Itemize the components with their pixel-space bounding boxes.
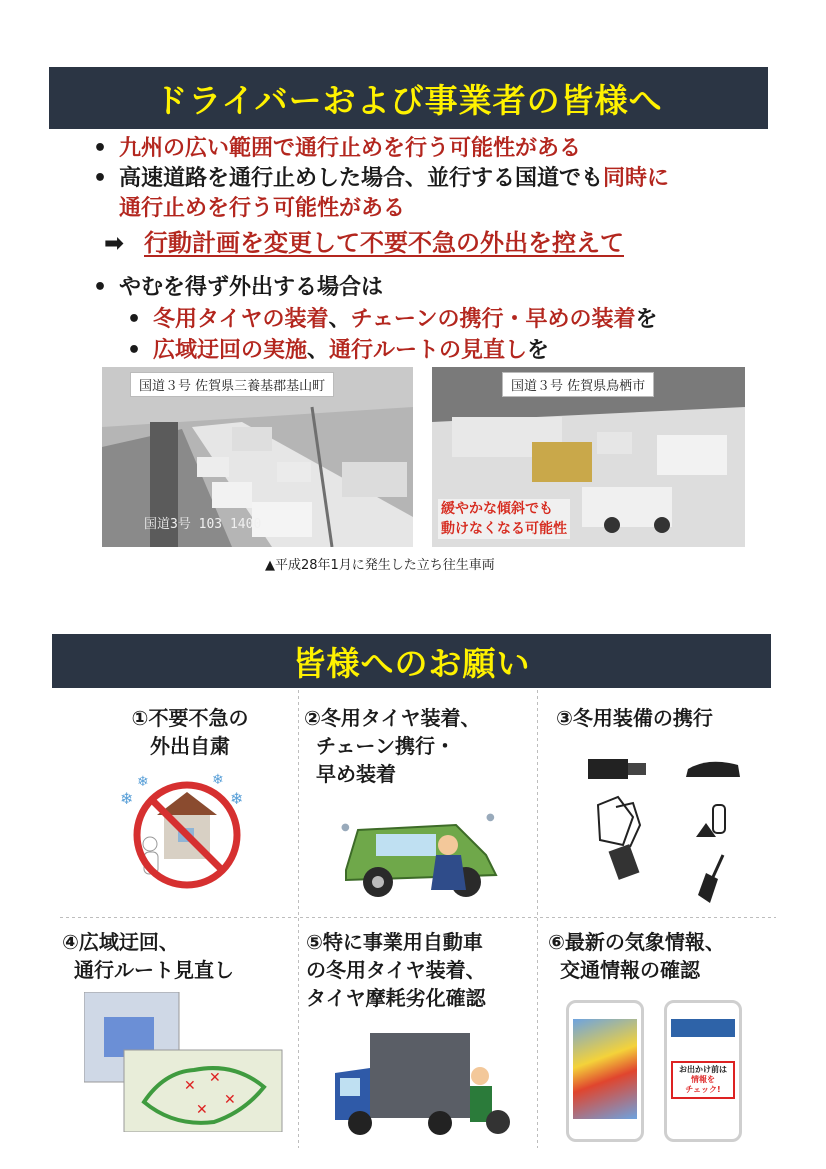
request-3-title: ③冬用装備の携行 — [556, 706, 713, 730]
arrow-icon: ➡ — [104, 229, 125, 257]
svg-text:●: ● — [341, 822, 350, 833]
detour-map-icon — [84, 992, 284, 1132]
sub2-black1: 、 — [307, 338, 330, 363]
svg-text:❄: ❄ — [212, 772, 224, 788]
phone-text-2: 情報を — [691, 1075, 715, 1084]
photo-right-tag: 国道３号 佐賀県鳥栖市 — [502, 372, 654, 397]
request-4-line2: 通行ルート見直し — [74, 958, 234, 982]
bullet-2-red: 同時に — [603, 166, 670, 191]
arrow-text: 行動計画を変更して不要不急の外出を控えて — [144, 229, 624, 257]
bullet-dot: • — [127, 338, 142, 363]
no-going-out-icon — [112, 770, 262, 890]
bullet-1 — [93, 134, 581, 164]
request-5-title — [306, 928, 486, 1012]
sub2-red2: 通行ルートの見直し — [329, 338, 528, 363]
phone-text-3: チェック! — [685, 1085, 721, 1094]
photo-left — [102, 367, 413, 547]
request-1-line1: ①不要不急の — [131, 706, 249, 730]
bullet-dot: • — [93, 166, 108, 191]
bullet-dot: • — [127, 307, 142, 332]
request-4-line1: ④広域迂回、 — [62, 930, 179, 954]
request-2-line1: ②冬用タイヤ装着、 — [304, 706, 481, 730]
photo-right — [432, 367, 745, 547]
bullet-2-line2: 通行止めを行う可能性がある — [119, 196, 406, 221]
phone-weather — [566, 1000, 644, 1142]
winter-gear-icons — [578, 745, 748, 910]
request-2-line2: チェーン携行・ — [316, 734, 455, 758]
request-5-line1: ⑤特に事業用自動車 — [306, 930, 483, 954]
photo-caption: ▲平成28年1月に発生した立ち往生車両 — [265, 558, 495, 573]
sub1-black2: を — [635, 307, 658, 332]
note-line-1: 緩やかな傾斜でも — [441, 501, 553, 517]
bullet-2-text: 高速道路を通行止めした場合、並行する国道でも — [119, 166, 604, 191]
requests-title: 皆様へのお願い — [292, 643, 531, 683]
request-6-line1: ⑥最新の気象情報、 — [548, 930, 725, 954]
request-1-title — [110, 704, 270, 760]
svg-text:✕: ✕ — [209, 1070, 221, 1086]
bullet-3 — [93, 273, 383, 303]
traffic-check-box — [671, 1061, 735, 1099]
svg-text:✕: ✕ — [224, 1092, 236, 1108]
sub1-black1: 、 — [328, 307, 351, 332]
svg-text:❄: ❄ — [230, 789, 244, 808]
photo-right-note — [438, 499, 570, 539]
arrow-line — [104, 228, 624, 258]
weather-radar-map — [573, 1019, 637, 1119]
bullet-2 — [93, 164, 669, 194]
request-5-line2: の冬用タイヤ装着、 — [306, 958, 486, 982]
car-tire-icon — [336, 800, 506, 900]
svg-text:●: ● — [486, 812, 495, 823]
requests-banner — [52, 634, 771, 688]
note-line-2: 動けなくなる可能性 — [441, 521, 567, 537]
bullet-3-text: やむを得ず外出する場合は — [119, 275, 384, 300]
phone-text-1: お出かけ前は — [679, 1065, 727, 1074]
camera-overlay-text: 国道3号 103 1400 — [144, 517, 262, 532]
request-6-title — [548, 928, 725, 984]
grid-divider-v2 — [537, 690, 538, 1148]
sub2-black2: を — [527, 338, 550, 363]
request-5-line3: タイヤ摩耗劣化確認 — [306, 986, 486, 1010]
request-4-title — [62, 928, 234, 984]
sub-bullet-2 — [127, 336, 549, 366]
bullet-dot: • — [93, 275, 108, 300]
photo-left-tag: 国道３号 佐賀県三養基郡基山町 — [130, 372, 334, 397]
top-banner — [49, 67, 768, 129]
grid-divider-h — [60, 917, 776, 918]
svg-text:❄: ❄ — [120, 789, 134, 808]
svg-text:✕: ✕ — [196, 1102, 208, 1118]
bullet-1-text: 九州の広い範囲で通行止めを行う可能性がある — [119, 136, 582, 161]
bullet-dot: • — [93, 136, 108, 161]
grid-divider-v1 — [298, 690, 299, 1148]
request-2-title — [304, 704, 481, 788]
sub1-red2: チェーンの携行・早めの装着 — [350, 307, 636, 332]
banner-title: ドライバーおよび事業者の皆様へ — [154, 80, 663, 120]
svg-text:❄: ❄ — [137, 774, 149, 790]
request-2-line3: 早め装着 — [316, 762, 396, 786]
sub-bullet-1 — [127, 305, 658, 335]
traffic-site-header — [671, 1019, 735, 1037]
request-6-line2: 交通情報の確認 — [560, 958, 700, 982]
sub1-red1: 冬用タイヤの装着 — [153, 307, 329, 332]
phone-traffic — [664, 1000, 742, 1142]
svg-text:✕: ✕ — [184, 1078, 196, 1094]
sub2-red1: 広域迂回の実施 — [153, 338, 308, 363]
request-1-line2: 外出自粛 — [150, 734, 230, 758]
truck-icon — [330, 1028, 530, 1143]
